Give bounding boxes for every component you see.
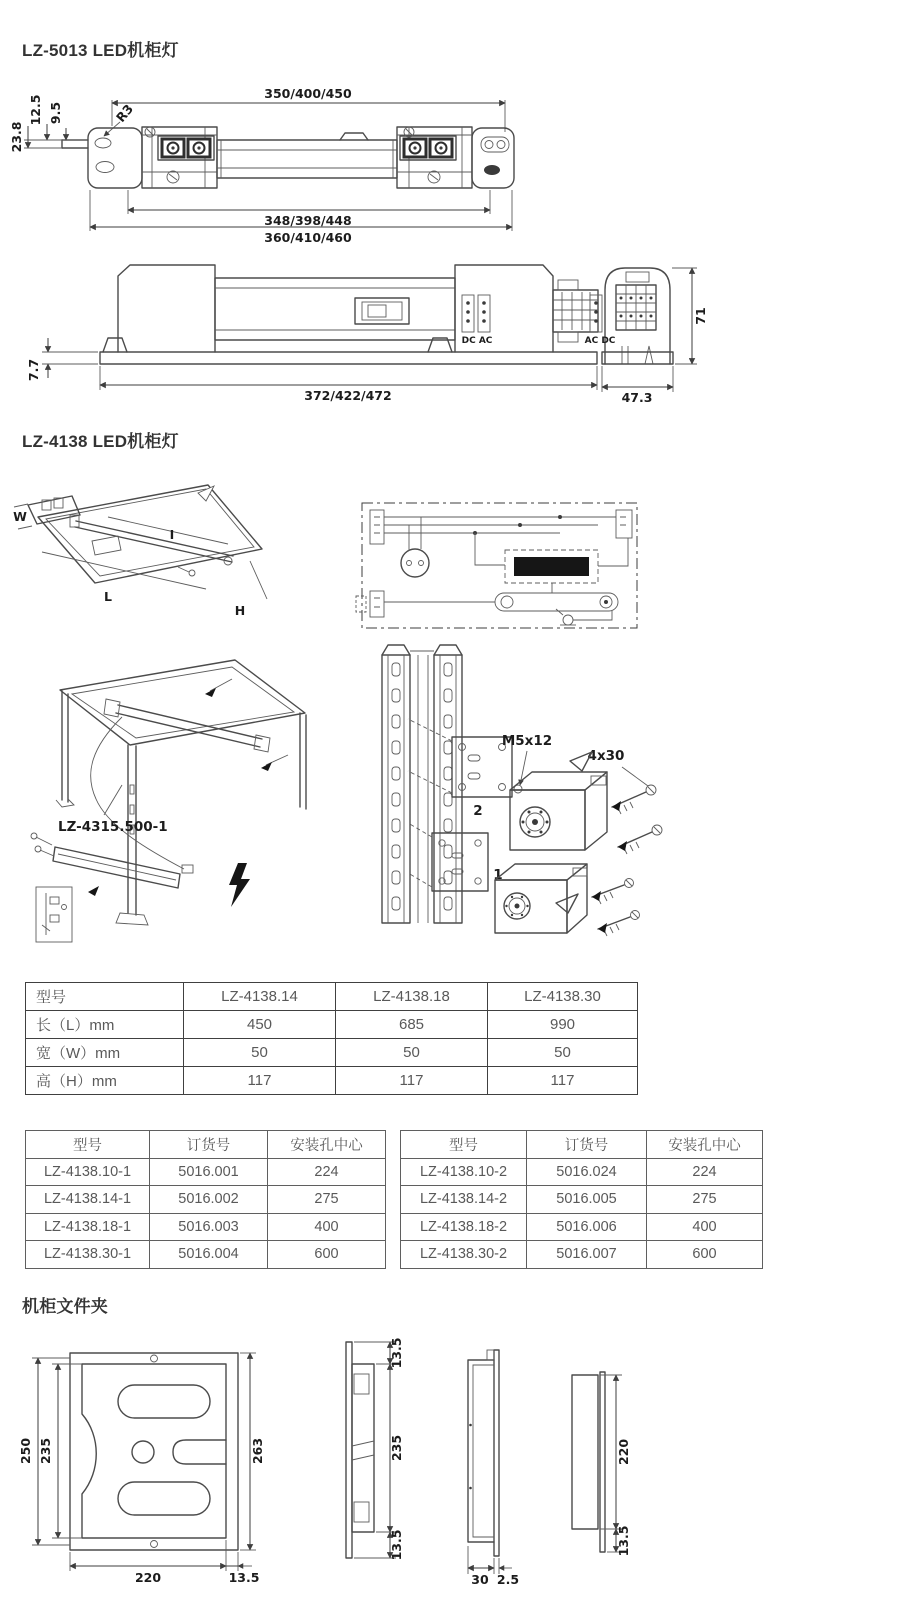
table-header-cell: 型号 bbox=[401, 1131, 527, 1159]
table-cell: LZ-4138.30-2 bbox=[401, 1241, 527, 1269]
table-row bbox=[26, 983, 638, 1011]
dc-ac-label: DC AC bbox=[461, 336, 493, 346]
folder-side-view bbox=[346, 1338, 404, 1561]
table-row bbox=[401, 1186, 763, 1214]
table-cell: LZ-4138.14 bbox=[184, 983, 336, 1011]
dim-label-250: 250 bbox=[18, 1437, 33, 1465]
dim-label-base-height: 7.7 bbox=[26, 358, 41, 382]
table-header-cell: 型号 bbox=[26, 1131, 150, 1159]
table-cell: 117 bbox=[336, 1067, 488, 1095]
dim-label-13-5-bottom: 13.5 bbox=[389, 1529, 404, 1561]
table-cell: 600 bbox=[647, 1241, 763, 1269]
section-title-folder: 机柜文件夹 bbox=[22, 1297, 108, 1316]
table-cell: 5016.005 bbox=[527, 1186, 647, 1214]
dim-label-end-height: 71 bbox=[693, 307, 708, 325]
dim-label-outer: 360/410/460 bbox=[264, 230, 352, 245]
iso-label-h: H bbox=[234, 603, 246, 618]
folder-drawings bbox=[0, 1330, 720, 1618]
table-row bbox=[401, 1241, 763, 1269]
spec-table bbox=[25, 982, 638, 1095]
section-title-lz4138: LZ-4138 LED机柜灯 bbox=[22, 432, 179, 451]
folder-c-profile-view bbox=[468, 1350, 519, 1587]
table-row bbox=[401, 1158, 763, 1186]
table-cell: LZ-4138.18 bbox=[336, 983, 488, 1011]
table-cell: 5016.007 bbox=[527, 1241, 647, 1269]
table-row bbox=[401, 1213, 763, 1241]
table-cell: 5016.006 bbox=[527, 1213, 647, 1241]
dim-label-263: 263 bbox=[250, 1437, 265, 1465]
table-cell: 275 bbox=[647, 1186, 763, 1214]
table-header-row bbox=[26, 1131, 386, 1159]
table-row bbox=[26, 1011, 638, 1039]
dim-label-30: 30 bbox=[471, 1572, 489, 1587]
table-row bbox=[26, 1039, 638, 1067]
iso-label-w: W bbox=[13, 509, 27, 524]
table-cell: 高（H）mm bbox=[26, 1067, 184, 1095]
table-cell: 400 bbox=[647, 1213, 763, 1241]
mounting-step-2-label: 2 bbox=[473, 803, 483, 819]
dim-label-length: 372/422/472 bbox=[304, 388, 392, 403]
lz5013-top-view bbox=[9, 86, 514, 245]
table-cell: LZ-4138.30 bbox=[488, 983, 638, 1011]
dim-label-13-5-top: 13.5 bbox=[389, 1337, 404, 1369]
table-cell: 224 bbox=[268, 1158, 386, 1186]
lz4138-rack-mounting bbox=[382, 645, 662, 936]
lz5013-end-view bbox=[585, 268, 708, 405]
iso-label-l: L bbox=[104, 589, 112, 604]
dim-label-h2: 9.5 bbox=[48, 101, 63, 125]
table-cell: 5016.002 bbox=[150, 1186, 268, 1214]
dim-label-h1: 12.5 bbox=[28, 94, 43, 126]
lz4138-wiring-diagram bbox=[356, 503, 637, 628]
lz4138-isometric-view bbox=[13, 485, 267, 618]
folder-back-view bbox=[572, 1372, 631, 1556]
table-cell: 5016.003 bbox=[150, 1213, 268, 1241]
table-cell: 117 bbox=[488, 1067, 638, 1095]
table-cell: 长（L）mm bbox=[26, 1011, 184, 1039]
table-cell: 5016.024 bbox=[527, 1158, 647, 1186]
table-cell: LZ-4138.14-1 bbox=[26, 1186, 150, 1214]
lz4138-frame-assembly bbox=[31, 660, 306, 942]
ac-dc-label: AC DC bbox=[584, 336, 616, 346]
table-cell: 600 bbox=[268, 1241, 386, 1269]
lz5013-side-view bbox=[26, 265, 598, 403]
dim-label-13-5-back: 13.5 bbox=[616, 1525, 631, 1557]
table-cell: 450 bbox=[184, 1011, 336, 1039]
table-cell: 275 bbox=[268, 1186, 386, 1214]
table-cell: 224 bbox=[647, 1158, 763, 1186]
table-cell: 型号 bbox=[26, 983, 184, 1011]
table-cell: 5016.001 bbox=[150, 1158, 268, 1186]
table-cell: LZ-4138.10-2 bbox=[401, 1158, 527, 1186]
dim-label-235-side: 235 bbox=[389, 1434, 404, 1462]
dim-label-h3: 23.8 bbox=[9, 121, 24, 153]
dim-label-220-front: 220 bbox=[134, 1570, 162, 1585]
dim-label-end-width: 47.3 bbox=[621, 390, 653, 405]
screw-label-m5x12: M5x12 bbox=[501, 733, 553, 749]
lz4138-drawings bbox=[0, 455, 760, 950]
table-header-cell: 订货号 bbox=[150, 1131, 268, 1159]
dim-label-235: 235 bbox=[38, 1437, 53, 1465]
table-header-cell: 订货号 bbox=[527, 1131, 647, 1159]
radius-label: R3 bbox=[112, 101, 137, 125]
order-table-left bbox=[25, 1130, 386, 1269]
table-cell: 990 bbox=[488, 1011, 638, 1039]
table-cell: LZ-4138.30-1 bbox=[26, 1241, 150, 1269]
table-cell: 5016.004 bbox=[150, 1241, 268, 1269]
dim-label-13-5-front: 13.5 bbox=[228, 1570, 260, 1585]
table-cell: 宽（W）mm bbox=[26, 1039, 184, 1067]
dim-label-220-back: 220 bbox=[616, 1438, 631, 1466]
table-cell: LZ-4138.10-1 bbox=[26, 1158, 150, 1186]
table-header-cell: 安装孔中心 bbox=[647, 1131, 763, 1159]
table-row bbox=[26, 1067, 638, 1095]
table-row bbox=[26, 1186, 386, 1214]
dim-label-inner: 348/398/448 bbox=[264, 213, 352, 228]
order-table-right bbox=[400, 1130, 763, 1269]
table-header-row bbox=[401, 1131, 763, 1159]
section-title-lz5013: LZ-5013 LED机柜灯 bbox=[22, 41, 179, 60]
assembly-part-number: LZ-4315.500-1 bbox=[58, 819, 168, 835]
table-cell: LZ-4138.18-2 bbox=[401, 1213, 527, 1241]
table-row bbox=[26, 1241, 386, 1269]
table-cell: 50 bbox=[336, 1039, 488, 1067]
rack-slots bbox=[392, 663, 452, 910]
dim-label-2-5: 2.5 bbox=[496, 1572, 520, 1587]
dim-label-overall: 350/400/450 bbox=[264, 86, 352, 101]
table-row bbox=[26, 1213, 386, 1241]
lightning-bolt-icon bbox=[229, 863, 250, 907]
table-cell: 685 bbox=[336, 1011, 488, 1039]
folder-front-view bbox=[18, 1353, 265, 1585]
table-cell: LZ-4138.14-2 bbox=[401, 1186, 527, 1214]
table-cell: LZ-4138.18-1 bbox=[26, 1213, 150, 1241]
table-row bbox=[26, 1158, 386, 1186]
screw-label-4x30: 4x30 bbox=[587, 748, 625, 764]
table-cell: 50 bbox=[488, 1039, 638, 1067]
mounting-step-1-label: 1 bbox=[493, 867, 503, 883]
lz5013-technical-drawing bbox=[0, 80, 720, 420]
table-cell: 117 bbox=[184, 1067, 336, 1095]
iso-label-i: I bbox=[169, 527, 175, 542]
table-cell: 400 bbox=[268, 1213, 386, 1241]
table-cell: 50 bbox=[184, 1039, 336, 1067]
table-header-cell: 安装孔中心 bbox=[268, 1131, 386, 1159]
